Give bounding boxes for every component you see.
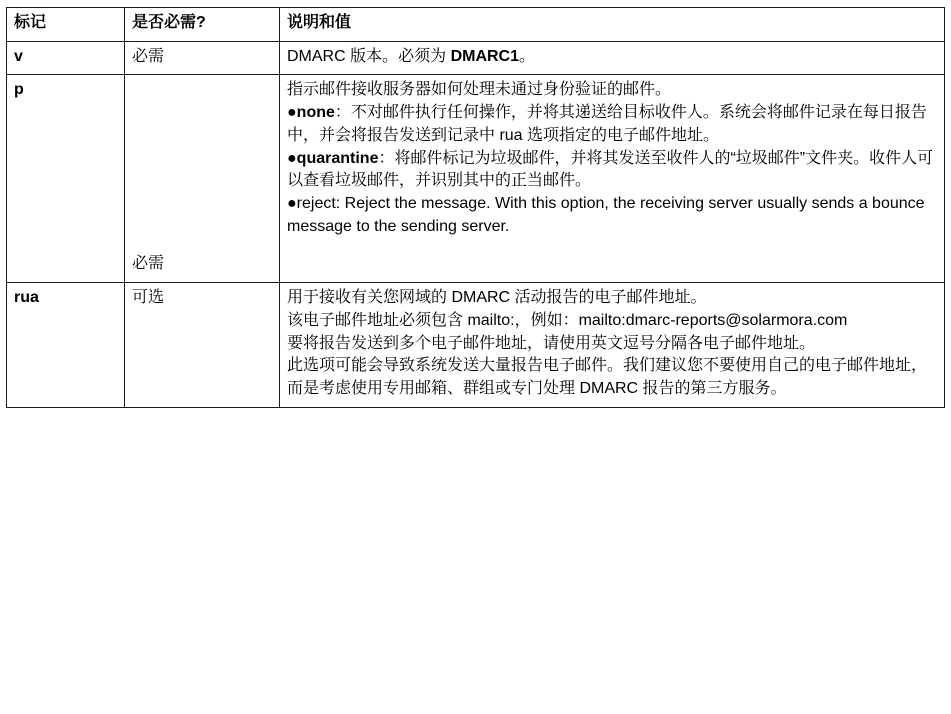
tag-required-rua: 可选 xyxy=(125,283,280,408)
column-header-description: 说明和值 xyxy=(280,8,945,42)
tag-description-p: 指示邮件接收服务器如何处理未通过身份验证的邮件。 ●none：不对邮件执行任何操作，并将其递送给目标收件人。系统会将邮件记录在每日报告中，并会将报告发送到记录中 rua 选项指定的电子邮件地址。 ●quarantine：将邮件标记为垃圾邮件，并将其发送至收件人的“垃圾邮件”文件夹。收件人可以查看垃圾邮件，并识别其中的正当邮件。 ●reject: Reject the message. With this option, the receiving server usually sends a bounce message to the sending server. xyxy=(280,75,945,283)
tag-name-rua: rua xyxy=(7,283,125,408)
table-row xyxy=(7,283,945,408)
tag-required-p: 必需 xyxy=(125,75,280,283)
table-body xyxy=(7,41,945,407)
column-header-required: 是否必需? xyxy=(125,8,280,42)
table-header-row xyxy=(7,8,945,42)
dmarc-tag-table xyxy=(6,7,945,408)
table-row xyxy=(7,41,945,75)
tag-description-v: DMARC 版本。必须为 DMARC1。 xyxy=(280,41,945,75)
table-header xyxy=(7,8,945,42)
column-header-tag: 标记 xyxy=(7,8,125,42)
table-row xyxy=(7,75,945,283)
tag-name-v: v xyxy=(7,41,125,75)
tag-required-v: 必需 xyxy=(125,41,280,75)
tag-description-rua: 用于接收有关您网域的 DMARC 活动报告的电子邮件地址。 该电子邮件地址必须包含 mailto:，例如：mailto:dmarc-reports@solarmora.com 要将报告发送到多个电子邮件地址，请使用英文逗号分隔各电子邮件地址。 此选项可能会导致系统发送大量报告电子邮件。我们建议您不要使用自己的电子邮件地址，而是考虑使用专用邮箱、群组或专门处理 DMARC 报告的第三方服务。 xyxy=(280,283,945,408)
tag-name-p: p xyxy=(7,75,125,283)
